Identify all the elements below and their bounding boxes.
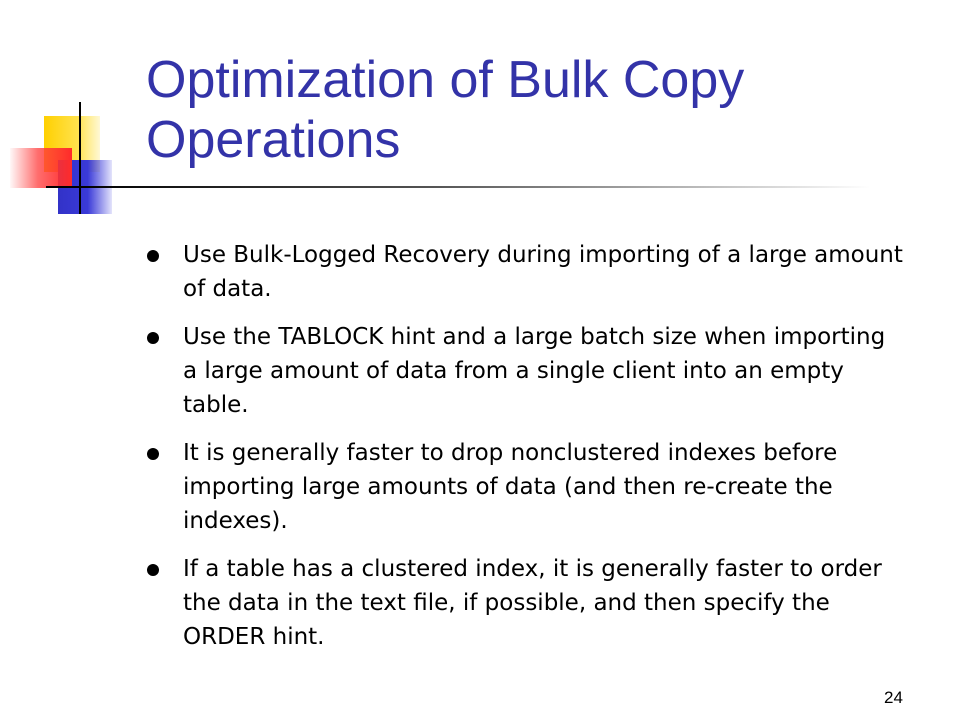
bullet-dot-icon [147, 564, 159, 576]
bullet-text: Use Bulk-Logged Recovery during importing of a large amount of data. [183, 242, 903, 302]
bullet-item [145, 436, 905, 538]
bullet-text: It is generally faster to drop nonclustered indexes before importing large amounts of data (and then re-create the indexes). [183, 440, 838, 534]
bullet-item [145, 320, 905, 422]
vertical-line-decoration [79, 102, 81, 214]
title-underline [80, 186, 870, 188]
bullet-dot-icon [147, 250, 159, 262]
bullet-dot-icon [147, 448, 159, 460]
bullet-text: If a table has a clustered index, it is generally faster to order the data in the text file, if possible, and then specify the ORDER hint. [183, 556, 882, 650]
bullet-item [145, 238, 905, 306]
bullet-text: Use the TABLOCK hint and a large batch size when importing a large amount of data from a single client into an empty table. [183, 324, 886, 418]
red-square-decoration [10, 148, 72, 188]
decorative-logo [0, 90, 140, 220]
slide-title: Optimization of Bulk Copy Operations [146, 51, 745, 169]
bullet-dot-icon [147, 332, 159, 344]
bullet-item [145, 552, 905, 654]
page-number: 24 [884, 688, 903, 707]
bullet-list [145, 238, 905, 668]
